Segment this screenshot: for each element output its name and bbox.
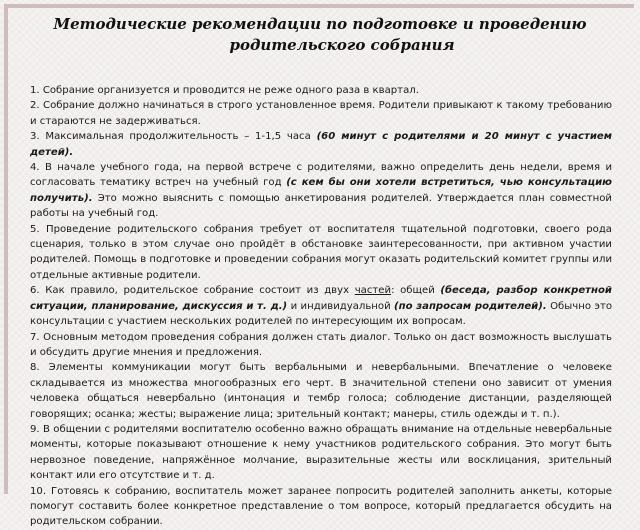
item-10: 10. Готовясь к собранию, воспитатель может заранее попросить родителей заполнить анкеты, которые помогут составить более конкретное представление о том вопросе, который предлагается обсудить на родительском собрании. (30, 485, 612, 528)
item-5: 5. Проведение родительского собрания требует от воспитателя тщательной подготовки, своего рода сценария, только в этом случае оно пройдёт в обстановке заинтересованности, при активном участии родителей. Помощь в подготовке и проведении собрания могут оказать родительский комитет группы или отдельные активные родители. (30, 223, 612, 281)
item-4-emphasis: (с кем бы они хотели встретиться, чью консультацию получить). (30, 177, 612, 204)
item-4-text-b: Это можно выяснить с помощью анкетирования родителей. Утверждается план совместной работы на учебный год. (30, 192, 612, 220)
item-3 (30, 129, 612, 160)
item-6-text-d: Обычно это консультации с участием нескольких родителей по интересующим их вопросам. (30, 300, 612, 328)
recommendations-text (30, 83, 612, 530)
item-6-text-c: и индивидуальной (287, 300, 395, 312)
item-7: 7. Основным методом проведения собрания должен стать диалог. Только он даст возможность выслушать и обсудить другие мнения и предложения. (30, 331, 612, 358)
title-line-2: родительского собрания (229, 36, 455, 54)
item-4 (30, 160, 612, 222)
item-6-text-b: : общей (391, 285, 441, 297)
item-6-text-a: 6. Как правило, родительское собрание состоит из двух (30, 285, 355, 297)
page-title (0, 14, 640, 56)
item-1: 1. Собрание организуется и проводится не реже одного раза в квартал. (30, 85, 419, 96)
item-6 (30, 283, 612, 329)
title-line-1: Методические рекомендации по подготовке и проведению (53, 15, 587, 33)
item-6-emphasis-1: (беседа, разбор конкретной ситуации, планирование, дискуссия и т. д.) (30, 285, 612, 312)
item-6-underlined: частей (354, 285, 392, 297)
item-3-emphasis: (60 минут с родителями и 20 минут с участием детей). (30, 131, 612, 158)
item-6-emphasis-2: (по запросам родителей). (394, 300, 547, 312)
item-9: 9. В общении с родителями воспитателю особенно важно обращать внимание на отдельные невербальные моменты, которые показывают отношение к нему участников родительского собрания. Это могут быть нервозное поведение, напряжённое молчание, выразительные жесты или восклицания, зрительный контакт или его отсутствие и т. д. (30, 423, 612, 482)
item-3-text: 3. Максимальная продолжительность – 1-1,5 часа (30, 131, 317, 143)
item-4-text-a: 4. В начале учебного года, на первой встрече с родителями, важно определить день недели, время и согласовать тематику встреч на учебный год (30, 162, 612, 189)
item-2: 2. Собрание должно начинаться в строго установленное время. Родители привыкают к такому требованию и стараются не задерживаться. (30, 100, 612, 127)
item-8: 8. Элементы коммуникации могут быть вербальными и невербальными. Впечатление о человеке складывается из множества многообразных его черт. В значительной степени оно зависит от умения человека общаться невербально (интонация и тембр голоса; соблюдение дистанции, разделяющей говорящих; осанка; жесты; выражение лица; зрительный контакт; манеры, стиль одежды и т. п.). (30, 362, 612, 420)
